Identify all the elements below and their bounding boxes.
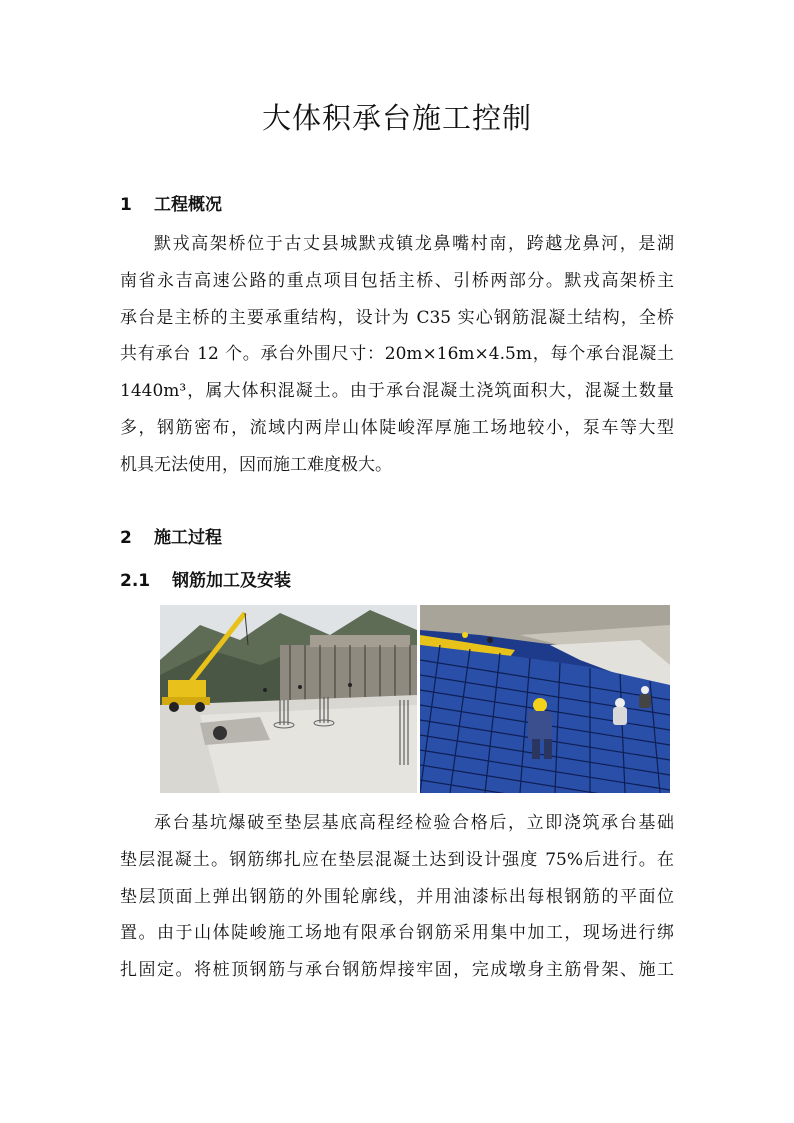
paragraph-line: 默戎高架桥位于古丈县城默戎镇龙鼻嘴村南，跨越龙鼻河，是湖 (154, 234, 674, 254)
construction-site-photo (160, 605, 417, 793)
section-title: 工程概况 (154, 195, 222, 215)
paragraph-line: 机具无法使用，因而施工难度极大。 (120, 454, 392, 475)
paragraph-line: 垫层顶面上弹出钢筋的外围轮廓线，并用油漆标出每根钢筋的平面位 (120, 886, 674, 907)
section-title: 钢筋加工及安装 (172, 571, 291, 591)
section-number: 1 (120, 195, 132, 215)
paragraph-line: 扎固定。将桩顶钢筋与承台钢筋焊接牢固，完成墩身主筋骨架、施工 (120, 960, 674, 981)
paragraph-line: 承台基坑爆破至垫层基底高程经检验合格后，立即浇筑承台基础 (154, 813, 674, 833)
paragraph-line: 多，钢筋密布，流域内两岸山体陡峻浑厚施工场地较小，泵车等大型 (120, 417, 674, 438)
section-title: 施工过程 (154, 528, 222, 548)
paragraph-line: 南省永吉高速公路的重点项目包括主桥、引桥两部分。默戎高架桥主 (120, 270, 674, 291)
paragraph-line: 垫层混凝土。钢筋绑扎应在垫层混凝土达到设计强度 75%后进行。在 (120, 849, 674, 870)
section-number: 2 (120, 528, 132, 548)
section-number: 2.1 (120, 571, 151, 591)
section-2-1-paragraph (120, 805, 674, 989)
construction-site-image (160, 605, 417, 793)
section-2-heading (120, 523, 222, 548)
paragraph-line: 置。由于山体陡峻施工场地有限承台钢筋采用集中加工，现场进行绑 (120, 923, 674, 944)
paragraph-line: 承台是主桥的主要承重结构，设计为 C35 实心钢筋混凝土结构，全桥 (120, 307, 674, 328)
paragraph-line: 1440m³，属大体积混凝土。由于承台混凝土浇筑面积大，混凝土数量 (120, 381, 674, 402)
rebar-mesh-photo (420, 605, 670, 793)
rebar-mesh-image (420, 605, 670, 793)
section-1-paragraph (120, 226, 674, 484)
section-2-1-heading (120, 566, 291, 591)
paragraph-line: 共有承台 12 个。承台外围尺寸：20m×16m×4.5m，每个承台混凝土 (120, 344, 674, 365)
document-title: 大体积承台施工控制 (261, 101, 532, 135)
section-1-heading (120, 190, 222, 215)
